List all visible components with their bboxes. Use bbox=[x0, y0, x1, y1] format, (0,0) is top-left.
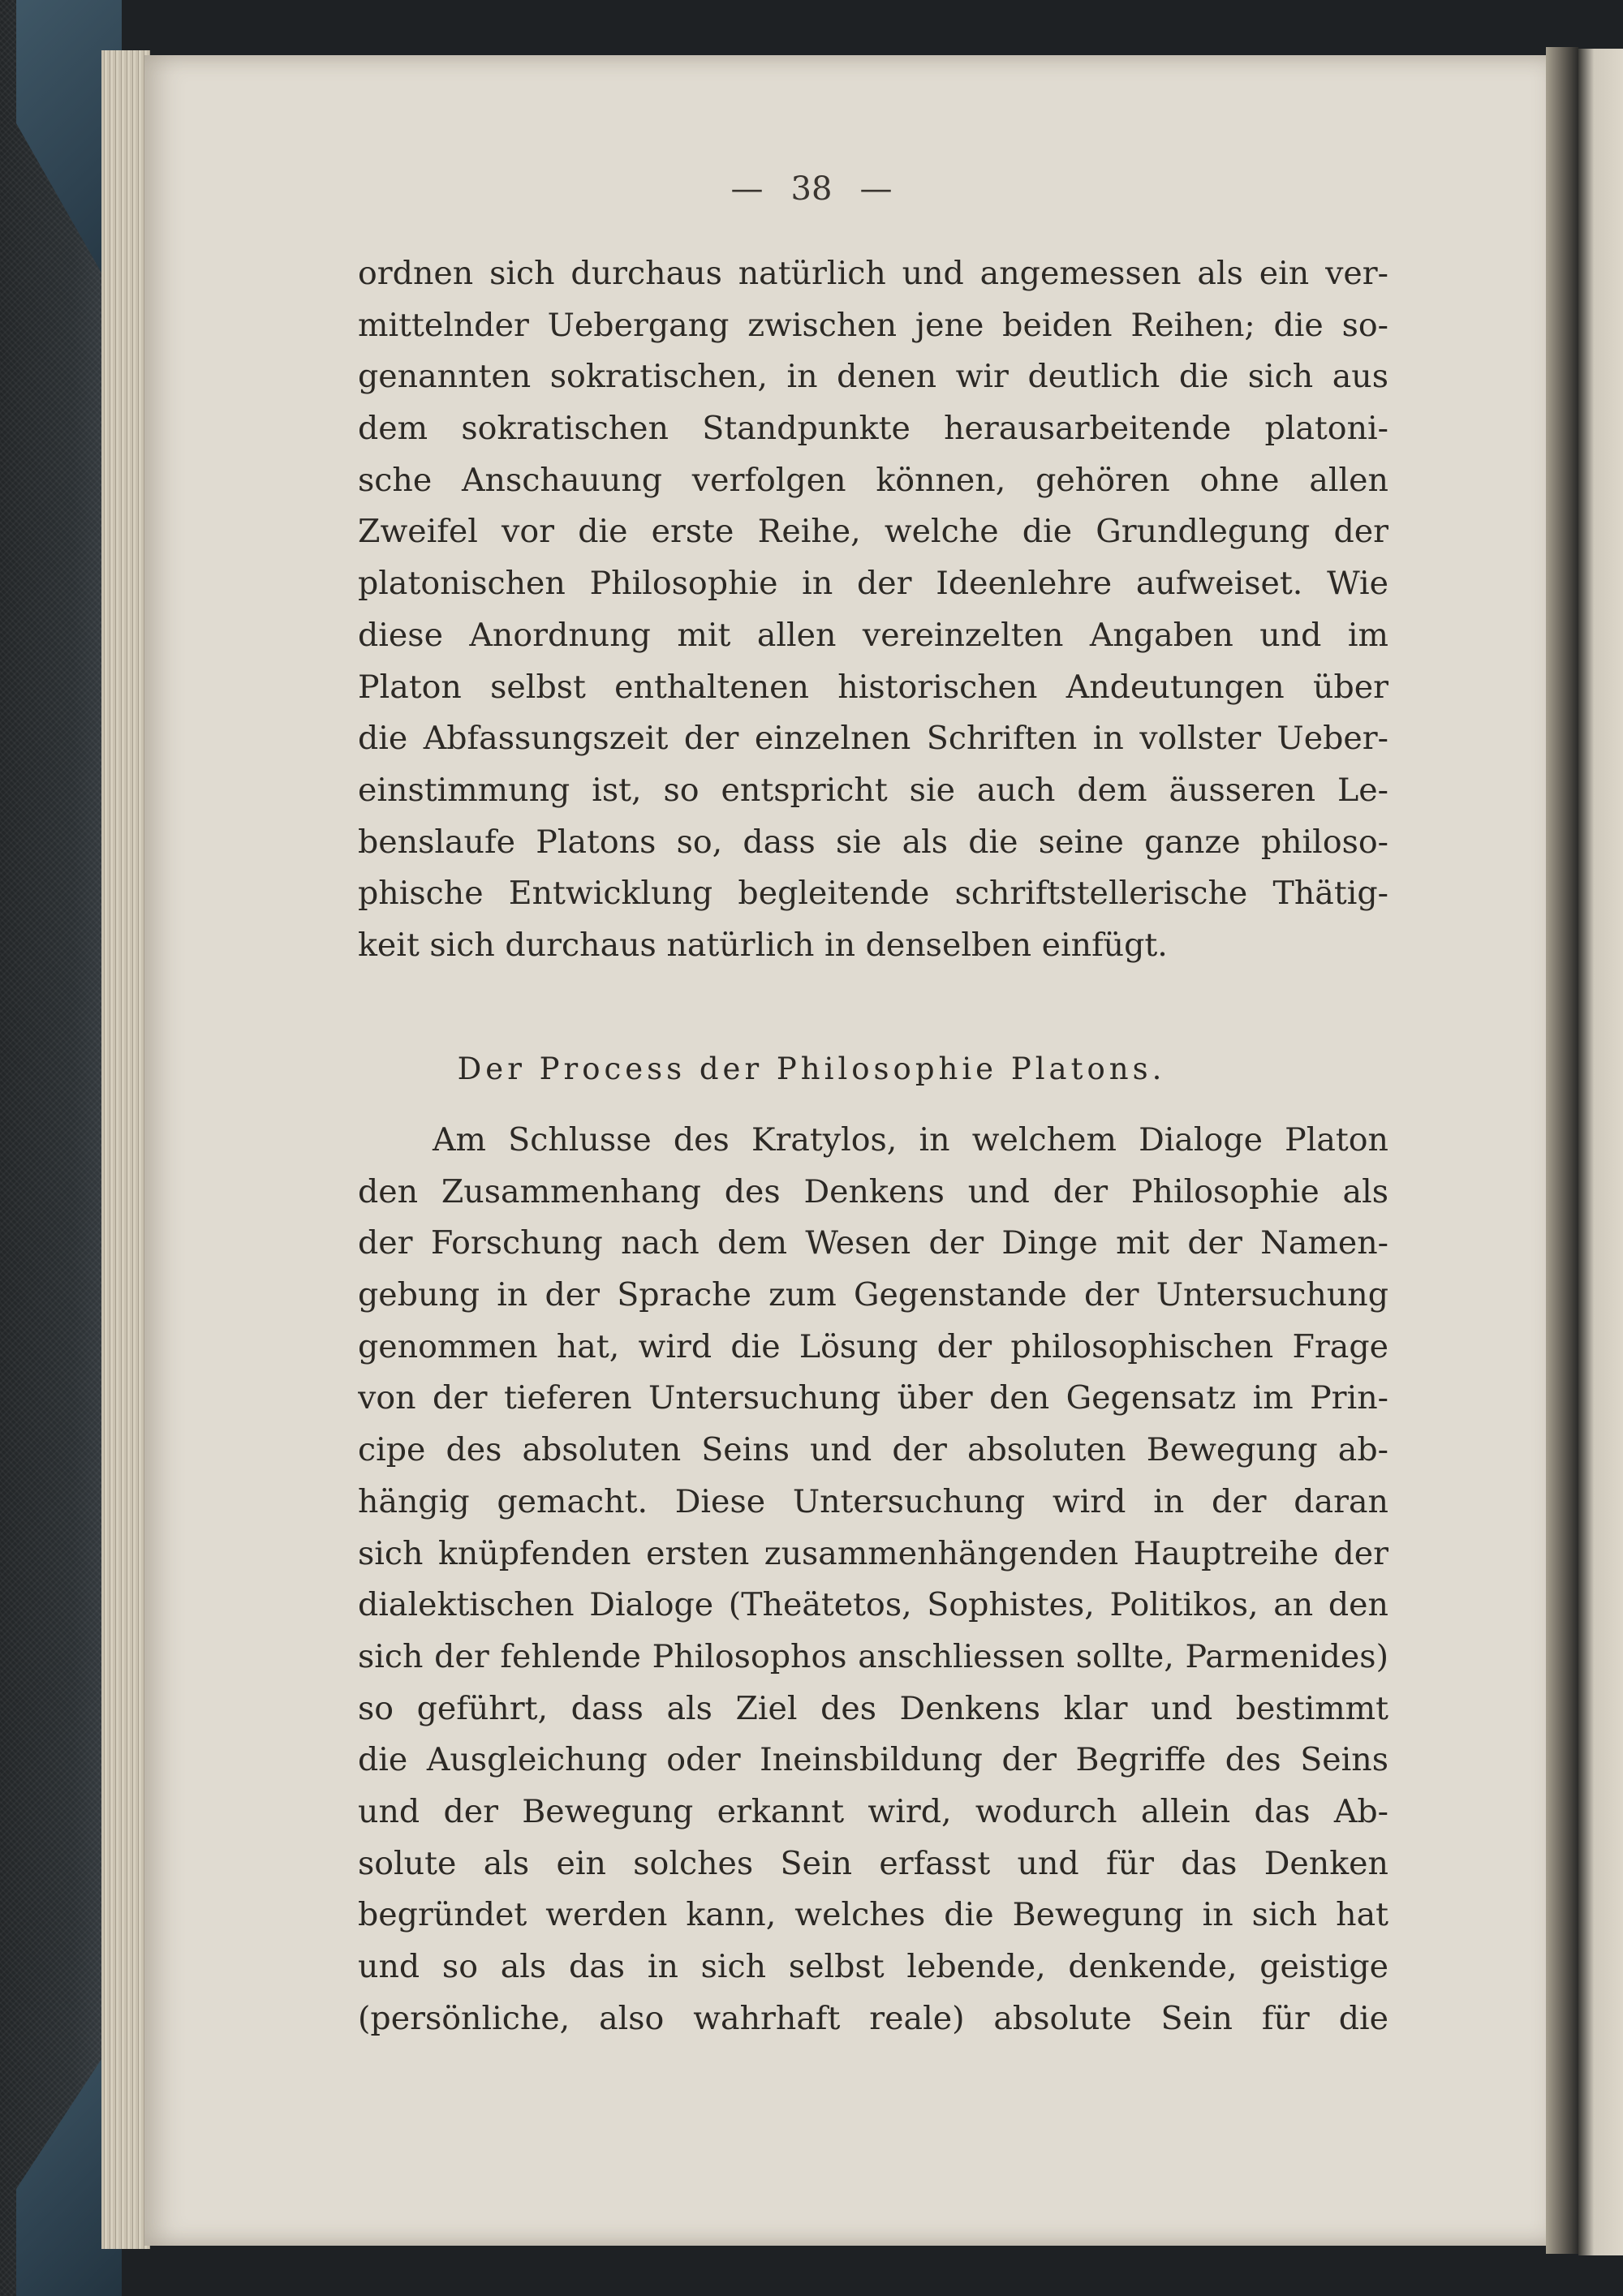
text-line: benslaufe Platons so, dass sie als die seine ganze philoso- bbox=[358, 823, 1388, 861]
text-line: genommen hat, wird die Lösung der philosophischen Frage bbox=[358, 1327, 1388, 1365]
book-gutter bbox=[1546, 47, 1578, 2254]
text-line: Zweifel vor die erste Reihe, welche die Grundlegung der bbox=[358, 513, 1388, 551]
page-edges bbox=[101, 50, 150, 2249]
text-line: solute als ein solches Sein erfasst und für das Denken bbox=[358, 1844, 1388, 1882]
text-line: Platon selbst enthaltenen historischen Andeutungen über bbox=[358, 668, 1388, 706]
text-line: sche Anschauung verfolgen können, gehören ohne allen bbox=[358, 461, 1388, 499]
text-line: so geführt, dass als Ziel des Denkens klar und bestimmt bbox=[358, 1689, 1388, 1727]
page-number-value: 38 bbox=[790, 170, 833, 208]
text-line: und so als das in sich selbst lebende, denkende, geistige bbox=[358, 1948, 1388, 1985]
text-line: und der Bewegung erkannt wird, wodurch allein das Ab- bbox=[358, 1792, 1388, 1830]
text-line: sich knüpfenden ersten zusammenhängenden Hauptreihe der bbox=[358, 1534, 1388, 1572]
text-line: einstimmung ist, so entspricht sie auch dem äusseren Le- bbox=[358, 771, 1388, 809]
page-number-dash-right: — bbox=[859, 170, 893, 208]
text-line: den Zusammenhang des Denkens und der Philosophie als bbox=[358, 1172, 1388, 1210]
text-line: cipe des absoluten Seins und der absoluten Bewegung ab- bbox=[358, 1431, 1388, 1469]
text-line: diese Anordnung mit allen vereinzelten Angaben und im bbox=[358, 616, 1388, 654]
text-line: Am Schlusse des Kratylos, in welchem Dialoge Platon bbox=[433, 1121, 1388, 1159]
text-line: mittelnder Uebergang zwischen jene beiden Reihen; die so- bbox=[358, 306, 1388, 344]
text-line: dialektischen Dialoge (Theätetos, Sophistes, Politikos, an den bbox=[358, 1586, 1388, 1624]
text-line: dem sokratischen Standpunkte herausarbeitende platoni- bbox=[358, 410, 1388, 448]
paragraph-2 bbox=[358, 1115, 1388, 2044]
text-line: platonischen Philosophie in der Ideenlehre aufweiset. Wie bbox=[358, 565, 1388, 603]
text-line: begründet werden kann, welches die Bewegung in sich hat bbox=[358, 1896, 1388, 1934]
text-line: die Ausgleichung oder Ineinsbildung der Begriffe des Seins bbox=[358, 1741, 1388, 1779]
text-line: gebung in der Sprache zum Gegenstande der Untersuchung bbox=[358, 1276, 1388, 1314]
text-line: die Abfassungszeit der einzelnen Schriften in vollster Ueber- bbox=[358, 720, 1388, 758]
text-line: sich der fehlende Philosophos anschliessen sollte, Parmenides) bbox=[358, 1637, 1388, 1675]
paragraph-1 bbox=[358, 248, 1388, 972]
text-line: der Forschung nach dem Wesen der Dinge mit der Namen- bbox=[358, 1224, 1388, 1262]
next-page-edge bbox=[1578, 49, 1623, 2255]
page-number-dash-left: — bbox=[730, 170, 764, 208]
text-line: (persönliche, also wahrhaft reale) absolute Sein für die bbox=[358, 1999, 1388, 2037]
page-number bbox=[0, 170, 1623, 208]
text-line: ordnen sich durchaus natürlich und angemessen als ein ver- bbox=[358, 255, 1388, 292]
section-heading: Der Process der Philosophie Platons. bbox=[457, 1051, 1166, 1086]
text-line: hängig gemacht. Diese Untersuchung wird in der daran bbox=[358, 1482, 1388, 1520]
text-line: phische Entwicklung begleitende schriftstellerische Thätig- bbox=[358, 875, 1388, 913]
text-line: von der tieferen Untersuchung über den Gegensatz im Prin- bbox=[358, 1379, 1388, 1417]
text-line: genannten sokratischen, in denen wir deutlich die sich aus bbox=[358, 358, 1388, 396]
text-line: keit sich durchaus natürlich in denselben einfügt. bbox=[358, 926, 1168, 964]
